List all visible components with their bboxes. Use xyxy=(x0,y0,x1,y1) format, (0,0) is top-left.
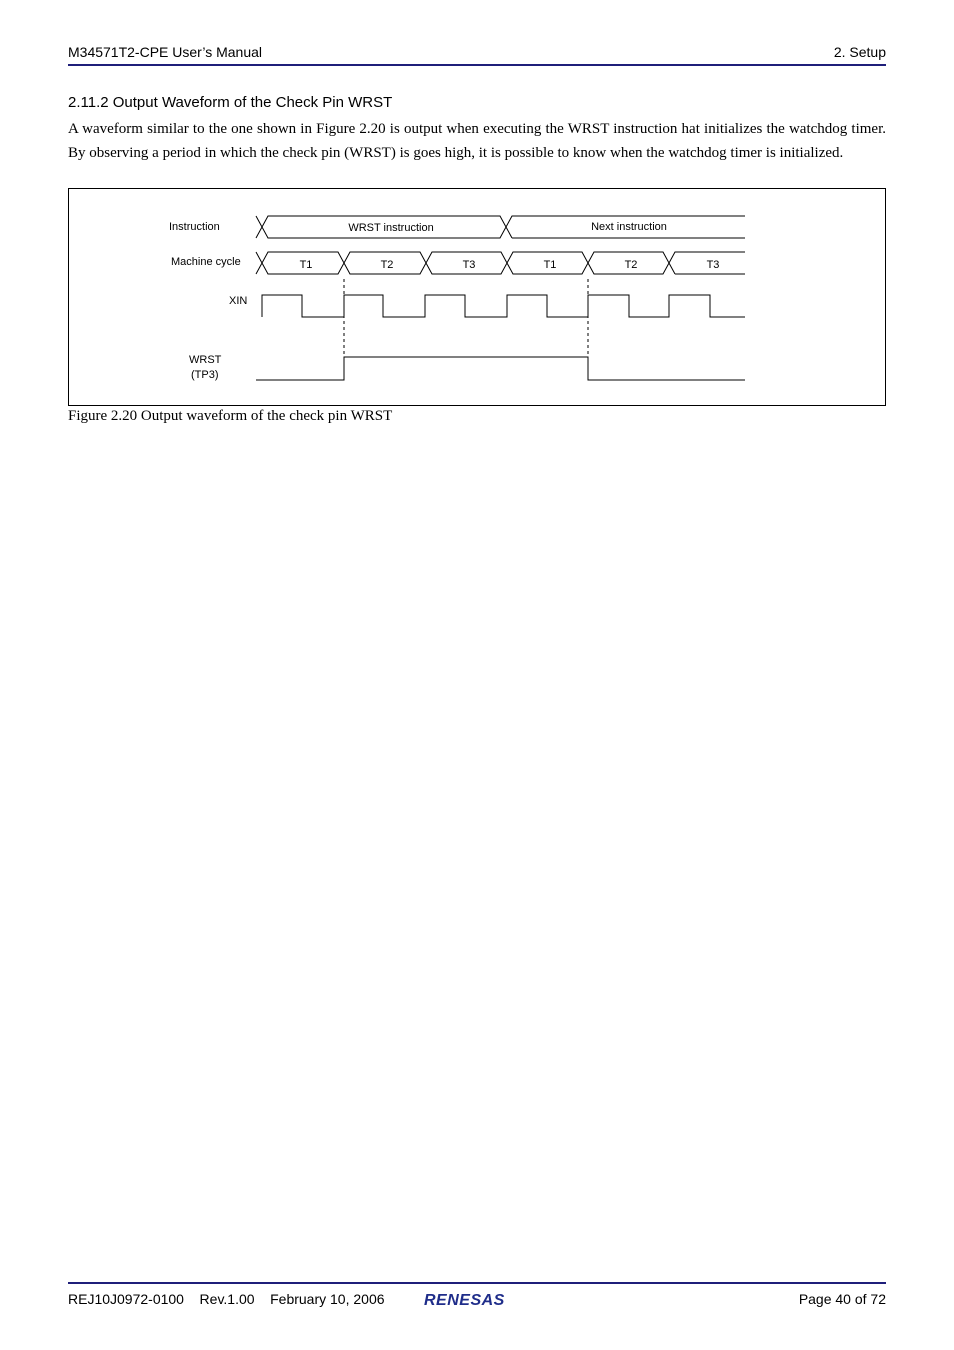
cycle-t1-b: T1 xyxy=(543,259,557,271)
label-instruction: Instruction xyxy=(169,221,220,233)
section-title: 2.11.2 Output Waveform of the Check Pin WRST xyxy=(68,94,393,111)
footer-doc-id: REJ10J0972-0100 xyxy=(68,1291,184,1307)
footer-page: Page 40 of 72 xyxy=(798,1291,886,1307)
label-xin: XIN xyxy=(229,295,248,307)
header-title: M34571T2-CPE User’s Manual xyxy=(68,44,263,60)
label-tp3: (TP3) xyxy=(191,369,219,381)
machine-cycle-bus xyxy=(256,252,745,274)
footer-date: February 10, 2006 xyxy=(270,1291,385,1307)
cycle-t2-a: T2 xyxy=(380,259,394,271)
header-section: 2. Setup xyxy=(833,44,886,60)
section-paragraph: A waveform similar to the one shown in Figure 2.20 is output when executing the WRST instruction hat initializes the watchdog timer. By observing a period in which the check pin (WRST) is goes high, it is possible to know when the watchdog timer is initialized. xyxy=(68,121,886,161)
waveform-figure xyxy=(68,188,886,406)
xin-waveform xyxy=(262,295,745,317)
renesas-logo-text: RENESAS xyxy=(424,1292,505,1309)
renesas-logo xyxy=(420,1288,536,1315)
instruction-next: Next instruction xyxy=(591,221,667,233)
sync-markers xyxy=(344,279,588,357)
instruction-wrst: WRST instruction xyxy=(348,222,434,234)
header-rule xyxy=(68,64,886,66)
timing-diagram xyxy=(69,189,885,405)
label-machine-cycle: Machine cycle xyxy=(171,256,241,268)
cycle-t3-a: T3 xyxy=(462,259,476,271)
instruction-bus xyxy=(256,216,745,238)
footer-rule xyxy=(68,1282,886,1284)
cycle-t1-a: T1 xyxy=(299,259,313,271)
footer-rev: Rev.1.00 xyxy=(199,1291,255,1307)
footer-doc-info xyxy=(68,1291,385,1307)
wrst-waveform xyxy=(256,357,745,380)
cycle-t2-b: T2 xyxy=(624,259,638,271)
cycle-t3-b: T3 xyxy=(706,259,720,271)
figure-caption: Figure 2.20 Output waveform of the check pin WRST xyxy=(68,408,393,424)
label-wrst: WRST xyxy=(189,354,222,366)
